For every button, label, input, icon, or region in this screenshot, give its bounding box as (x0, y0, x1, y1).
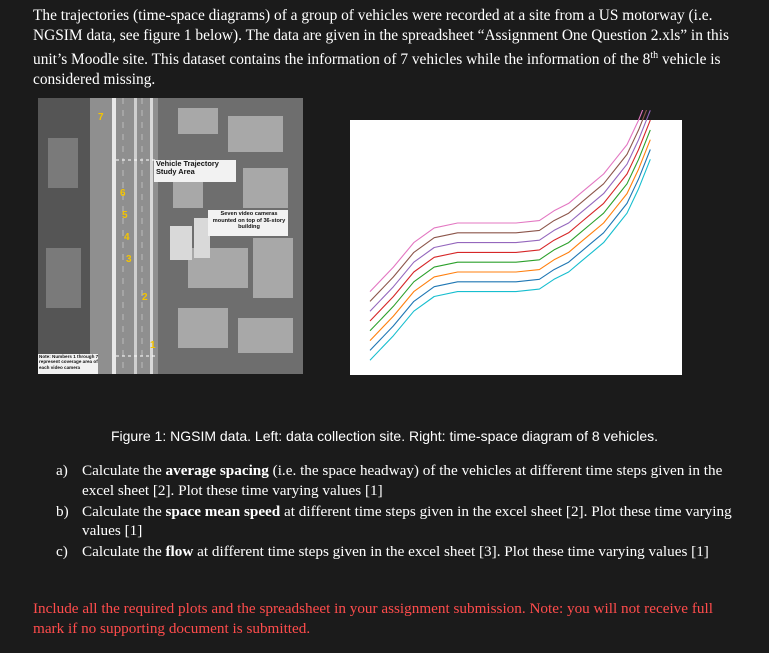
time-space-diagram (332, 110, 692, 400)
study-area-callout-text: Vehicle Trajectory Study Area (156, 160, 219, 176)
question-list (56, 461, 736, 563)
aerial-photo (38, 98, 303, 374)
question-c-pre: Calculate the (82, 543, 166, 561)
cameras-callout-text: Seven video cameras mounted on top of 36-story building (212, 211, 286, 230)
camera-number-5: 5 (122, 210, 128, 221)
question-b-post: at different time steps given in the excel sheet [2]. Plot these time varying values [1] (82, 502, 732, 540)
camera-number-4: 4 (124, 232, 130, 243)
camera-number-7: 7 (98, 112, 104, 123)
intro-superscript: th (650, 49, 659, 61)
figure-caption: Figure 1: NGSIM data. Left: data collection site. Right: time-space diagram of 8 vehicles. (110, 428, 659, 444)
question-a-pre: Calculate the (82, 462, 166, 479)
question-c-bold: flow (165, 543, 194, 561)
camera-number-3: 3 (126, 254, 132, 265)
time-space-diagram-svg (332, 110, 692, 400)
question-c-post: at different time steps given in the excel sheet [3]. Plot these time varying values [1] (193, 543, 709, 561)
camera-number-6: 6 (120, 188, 126, 199)
question-c (56, 542, 736, 562)
intro-text-part1: The trajectories (time-space diagrams) of a group of vehicles were recorded at a site from a US motorway (i.e. NGSIM data, see figure 1 below). The data are given in the spreadsheet “Assignment One Question 2.xls” in this unit’s Moodle site. This dataset contains the information of 7 vehicles while the information of the 8 (33, 7, 729, 68)
question-a-marker: a) (56, 462, 68, 479)
camera-number-2: 2 (142, 292, 148, 303)
camera-number-1: 1 (150, 340, 156, 351)
question-b (56, 502, 736, 542)
question-c-marker: c) (56, 543, 68, 561)
plot-area (350, 120, 682, 375)
intro-text-part2: vehicle is considered missing. (33, 50, 721, 88)
question-a-bold: average spacing (165, 462, 269, 479)
question-a (56, 461, 736, 501)
question-b-marker: b) (56, 502, 69, 520)
aerial-photo-drawing (38, 98, 303, 374)
question-b-pre: Calculate the (82, 502, 166, 520)
question-b-bold: space mean speed (165, 502, 281, 520)
note-callout-text: Note: Numbers 1 through 7 represent coverage area of each video camera (39, 354, 99, 370)
submission-note: Include all the required plots and the spreadsheet in your assignment submission. Note: you will not receive full mark if no supporting document is submitted. (33, 600, 713, 637)
question-a-post: (i.e. the space headway) of the vehicles at different time steps given in the excel sheet [2]. Plot these time varying values [1] (82, 462, 723, 499)
